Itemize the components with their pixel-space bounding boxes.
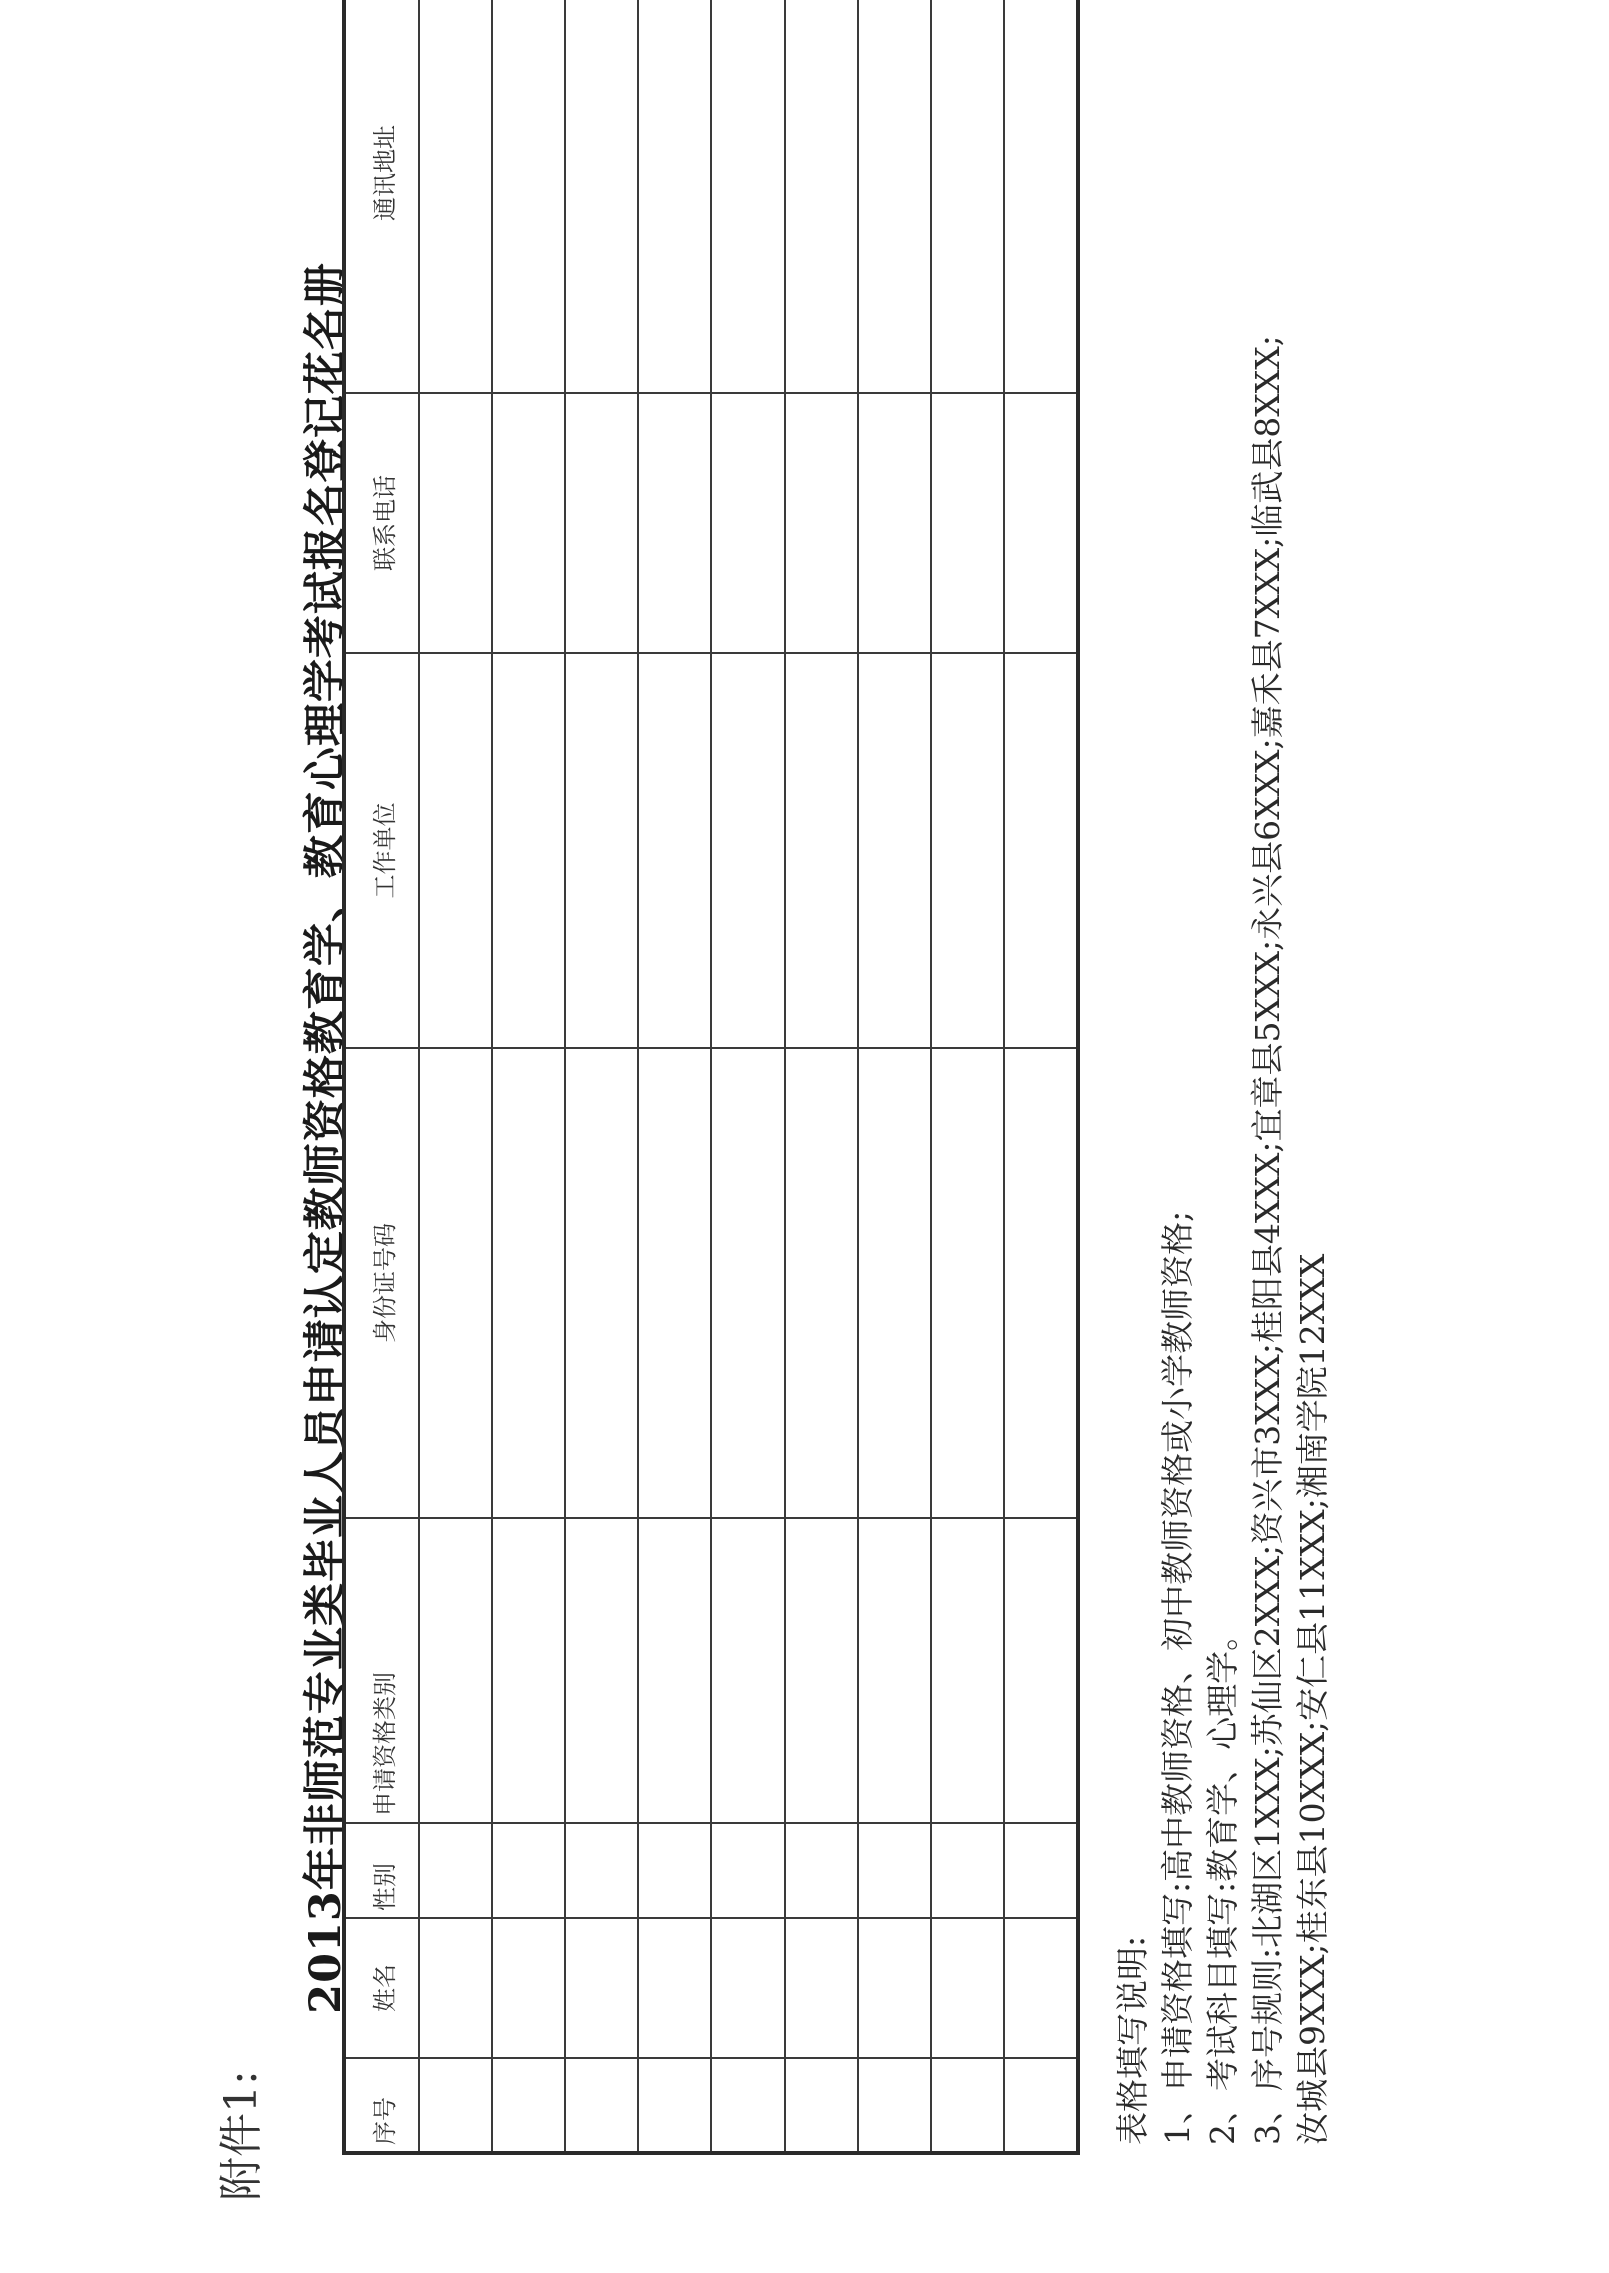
table-cell <box>492 1823 565 1918</box>
registration-roster-table <box>342 0 1080 2155</box>
table-cell <box>858 0 931 393</box>
attachment-label: 附件1: <box>216 2070 267 2201</box>
instruction-line-2: 2、考试科目填写:教育学、心理学。 <box>1203 1617 1242 2145</box>
table-row <box>858 0 931 2153</box>
table-row <box>1004 0 1078 2153</box>
table-cell <box>638 1823 711 1918</box>
table-row <box>492 0 565 2153</box>
table-cell <box>419 1518 492 1823</box>
document-title: 2013年非师范专业类毕业人员申请认定教师资格教育学、教育心理学考试报名登记花名册 <box>301 262 351 2014</box>
table-cell <box>931 1048 1004 1518</box>
table-cell <box>419 393 492 653</box>
table-cell <box>711 1048 784 1518</box>
table-cell <box>638 1918 711 2058</box>
table-cell <box>785 1518 858 1823</box>
table-row <box>931 0 1004 2153</box>
column-header-serial: 序号 <box>344 2058 419 2153</box>
table-cell <box>565 1518 638 1823</box>
table-cell <box>565 1048 638 1518</box>
table-row <box>711 0 784 2153</box>
table-cell <box>565 1918 638 2058</box>
table-body <box>419 0 1078 2153</box>
table-cell <box>785 0 858 393</box>
column-header-gender: 性别 <box>344 1823 419 1918</box>
table-cell <box>1004 1918 1078 2058</box>
table-cell <box>711 0 784 393</box>
table-cell <box>638 2058 711 2153</box>
table-cell <box>785 653 858 1048</box>
column-header-phone: 联系电话 <box>344 393 419 653</box>
table-cell <box>1004 653 1078 1048</box>
table-cell <box>565 1823 638 1918</box>
table-cell <box>858 1918 931 2058</box>
table-cell <box>858 653 931 1048</box>
table-cell <box>492 0 565 393</box>
table-row <box>638 0 711 2153</box>
table-cell <box>492 1048 565 1518</box>
table-cell <box>492 1918 565 2058</box>
table-cell <box>785 1823 858 1918</box>
table-cell <box>931 0 1004 393</box>
table-cell <box>638 1518 711 1823</box>
table-cell <box>565 393 638 653</box>
table-cell <box>1004 1823 1078 1918</box>
table-cell <box>1004 393 1078 653</box>
table-cell <box>638 653 711 1048</box>
table-cell <box>419 653 492 1048</box>
table-cell <box>1004 0 1078 393</box>
table-cell <box>1004 1048 1078 1518</box>
table-cell <box>419 1918 492 2058</box>
table-cell <box>785 2058 858 2153</box>
table-cell <box>1004 2058 1078 2153</box>
table-cell <box>785 1048 858 1518</box>
table-cell <box>565 2058 638 2153</box>
table-row <box>419 0 492 2153</box>
column-header-qualification-type: 申请资格类别 <box>344 1518 419 1823</box>
table-cell <box>931 393 1004 653</box>
table-cell <box>638 1048 711 1518</box>
table-cell <box>711 2058 784 2153</box>
table-row <box>785 0 858 2153</box>
table-cell <box>565 0 638 393</box>
table-cell <box>785 393 858 653</box>
table-cell <box>492 653 565 1048</box>
column-header-address: 通讯地址 <box>344 0 419 393</box>
table-row <box>565 0 638 2153</box>
column-header-id-number: 身份证号码 <box>344 1048 419 1518</box>
table-cell <box>638 0 711 393</box>
table-cell <box>931 2058 1004 2153</box>
table-cell <box>1004 1518 1078 1823</box>
table-cell <box>931 1823 1004 1918</box>
table-cell <box>638 393 711 653</box>
table-cell <box>711 1918 784 2058</box>
table-cell <box>711 1823 784 1918</box>
table-cell <box>858 1823 931 1918</box>
instruction-line-4: 汝城县9XXX;桂东县10XXX;安仁县11XXX;湘南学院12XXX <box>1293 1253 1332 2145</box>
table-cell <box>711 393 784 653</box>
table-cell <box>419 2058 492 2153</box>
table-cell <box>931 1518 1004 1823</box>
instructions-heading: 表格填写说明: <box>1113 1935 1152 2145</box>
table-cell <box>492 1518 565 1823</box>
table-cell <box>931 1918 1004 2058</box>
table-cell <box>419 1048 492 1518</box>
column-header-work-unit: 工作单位 <box>344 653 419 1048</box>
instruction-line-3: 3、序号规则:北湖区1XXX;苏仙区2XXX;资兴市3XXX;桂阳县4XXX;宜章县5XXX;永兴县6XXX;嘉禾县7XXX;临武县8XXX; <box>1248 335 1287 2145</box>
filling-instructions <box>1110 335 1335 2145</box>
table-cell <box>858 2058 931 2153</box>
table-cell <box>492 393 565 653</box>
instruction-line-1: 1、申请资格填写:高中教师资格、初中教师资格或小学教师资格; <box>1158 1210 1197 2145</box>
table-cell <box>858 393 931 653</box>
table-cell <box>858 1518 931 1823</box>
table-cell <box>419 0 492 393</box>
table-cell <box>565 653 638 1048</box>
table-cell <box>931 653 1004 1048</box>
table-cell <box>492 2058 565 2153</box>
table-cell <box>711 653 784 1048</box>
table-header-row <box>344 0 419 2153</box>
table-cell <box>711 1518 784 1823</box>
table-cell <box>419 1823 492 1918</box>
table-cell <box>785 1918 858 2058</box>
table-cell <box>858 1048 931 1518</box>
column-header-name: 姓名 <box>344 1918 419 2058</box>
